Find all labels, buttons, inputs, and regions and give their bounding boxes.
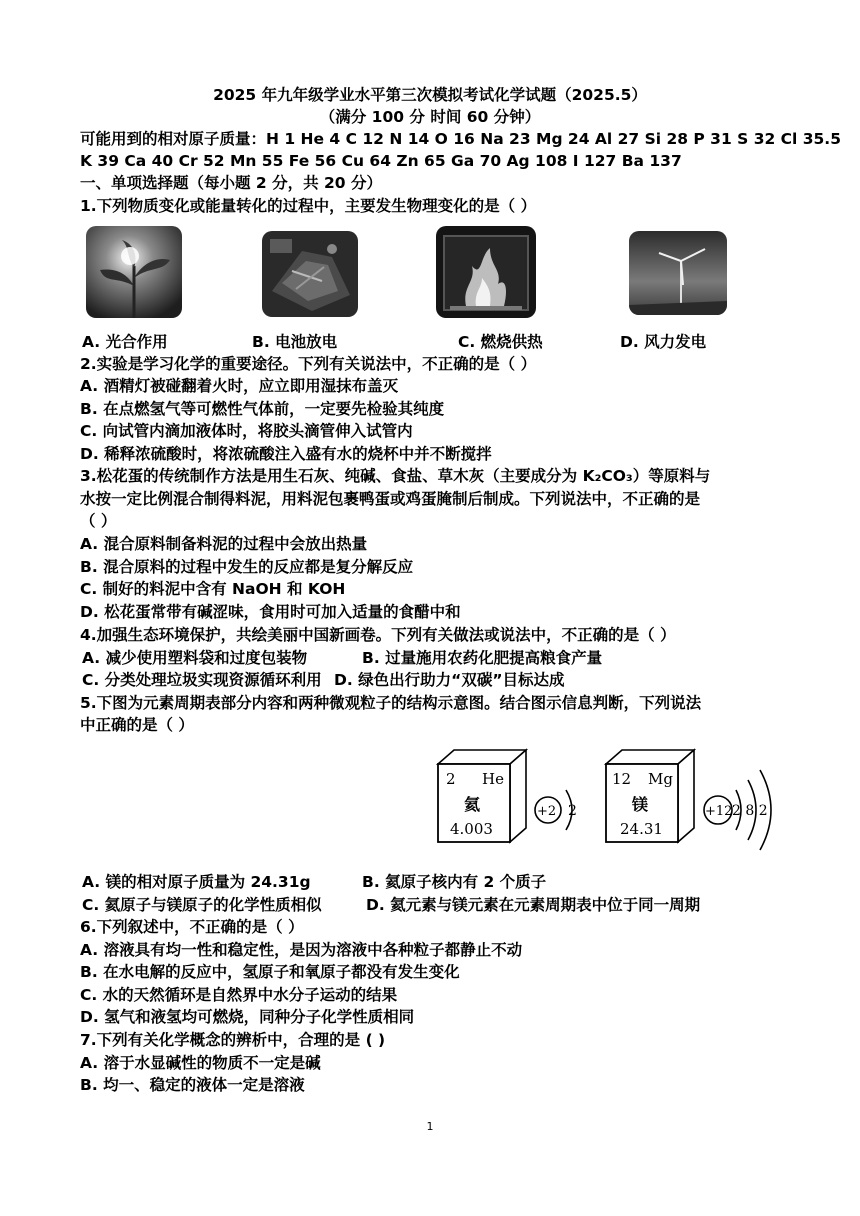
q4-stem: 4.加强生态环境保护，共绘美丽中国新画卷。下列有关做法或说法中，不正确的是（ ） bbox=[80, 626, 676, 644]
q2-option-c[interactable]: C. 向试管内滴加液体时，将胶头滴管伸入试管内 bbox=[80, 422, 413, 440]
q5-option-b[interactable]: B. 氦原子核内有 2 个质子 bbox=[362, 873, 547, 891]
q2-option-a[interactable]: A. 酒精灯被碰翻着火时，应立即用湿抹布盖灭 bbox=[80, 377, 399, 395]
q4-option-b[interactable]: B. 过量施用农药化肥提高粮食产量 bbox=[362, 649, 603, 667]
he-mass: 4.003 bbox=[450, 820, 493, 838]
q2-option-d[interactable]: D. 稀释浓硫酸时，将浓硫酸注入盛有水的烧杯中并不断搅拌 bbox=[80, 445, 492, 463]
q3-option-c[interactable]: C. 制好的料泥中含有 NaOH 和 KOH bbox=[80, 580, 346, 598]
q3-option-a[interactable]: A. 混合原料制备料泥的过程中会放出热量 bbox=[80, 535, 368, 553]
q7-option-a[interactable]: A. 溶于水显碱性的物质不一定是碱 bbox=[80, 1054, 321, 1072]
q5-stem-line-2: 中正确的是（ ） bbox=[80, 716, 194, 734]
q1-option-c[interactable]: C. 燃烧供热 bbox=[458, 333, 543, 351]
q6-stem: 6.下列叙述中，不正确的是（ ） bbox=[80, 918, 304, 936]
q4-option-d[interactable]: D. 绿色出行助力“双碳”目标达成 bbox=[334, 671, 565, 689]
q2-option-b[interactable]: B. 在点燃氢气等可燃性气体前，一定要先检验其纯度 bbox=[80, 400, 445, 418]
he-name: 氦 bbox=[464, 795, 481, 814]
q2-stem: 2.实验是学习化学的重要途径。下列有关说法中，不正确的是（ ） bbox=[80, 355, 537, 373]
q1-option-d[interactable]: D. 风力发电 bbox=[620, 333, 707, 351]
battery-photo bbox=[262, 231, 358, 317]
exam-title: 2025 年九年级学业水平第三次模拟考试化学试题（2025.5） bbox=[213, 86, 647, 104]
combustion-photo bbox=[436, 226, 536, 318]
atomic-mass-line-1: 可能用到的相对原子质量：H 1 He 4 C 12 N 14 O 16 Na 23 Mg 24 Al 27 Si 28 P 31 S 32 Cl 35.5 bbox=[80, 130, 841, 148]
q5-option-d[interactable]: D. 氦元素与镁元素在元素周期表中位于同一周期 bbox=[366, 896, 701, 914]
q6-option-b[interactable]: B. 在水电解的反应中，氢原子和氧原子都没有发生变化 bbox=[80, 963, 460, 981]
q1-option-a[interactable]: A. 光合作用 bbox=[82, 333, 168, 351]
mg-symbol: Mg bbox=[648, 770, 673, 788]
helium-atom-diagram bbox=[535, 790, 577, 830]
helium-element-card bbox=[438, 750, 526, 842]
q5-option-c[interactable]: C. 氦原子与镁原子的化学性质相似 bbox=[82, 896, 322, 914]
q6-option-a[interactable]: A. 溶液具有均一性和稳定性，是因为溶液中各种粒子都静止不动 bbox=[80, 941, 523, 959]
q6-option-d[interactable]: D. 氢气和液氢均可燃烧，同种分子化学性质相同 bbox=[80, 1008, 415, 1026]
q6-option-c[interactable]: C. 水的天然循环是自然界中水分子运动的结果 bbox=[80, 986, 398, 1004]
he-nucleus-charge: +2 bbox=[537, 804, 557, 819]
he-atomic-number: 2 bbox=[446, 770, 456, 788]
magnesium-element-card bbox=[606, 750, 694, 842]
q3-stem-line-2: 水按一定比例混合制得料泥，用料泥包裹鸭蛋或鸡蛋腌制后制成。下列说法中，不正确的是 bbox=[80, 490, 701, 508]
q3-stem-line-1: 3.松花蛋的传统制作方法是用生石灰、纯碱、食盐、草木灰（主要成分为 K₂CO₃）等原料与 bbox=[80, 467, 711, 485]
q1-option-b[interactable]: B. 电池放电 bbox=[252, 333, 338, 351]
mg-name: 镁 bbox=[632, 795, 649, 814]
q5-stem-line-1: 5.下图为元素周期表部分内容和两种微观粒子的结构示意图。结合图示信息判断，下列说法 bbox=[80, 694, 702, 712]
element-figure bbox=[430, 744, 790, 854]
section-heading: 一、单项选择题（每小题 2 分，共 20 分） bbox=[80, 174, 382, 192]
q1-stem: 1.下列物质变化或能量转化的过程中，主要发生物理变化的是（ ） bbox=[80, 197, 537, 215]
q4-option-c[interactable]: C. 分类处理垃圾实现资源循环利用 bbox=[82, 671, 322, 689]
mg-mass: 24.31 bbox=[620, 820, 663, 838]
q3-stem-line-3: （ ） bbox=[80, 512, 117, 530]
q3-option-b[interactable]: B. 混合原料的过程中发生的反应都是复分解反应 bbox=[80, 558, 414, 576]
q7-stem: 7.下列有关化学概念的辨析中，合理的是 ( ) bbox=[80, 1031, 386, 1049]
q7-option-b[interactable]: B. 均一、稳定的液体一定是溶液 bbox=[80, 1076, 305, 1094]
page-number: 1 bbox=[426, 1120, 434, 1133]
magnesium-atom-diagram bbox=[704, 770, 771, 850]
q4-option-a[interactable]: A. 减少使用塑料袋和过度包装物 bbox=[82, 649, 308, 667]
q3-option-d[interactable]: D. 松花蛋常带有碱涩味，食用时可加入适量的食醋中和 bbox=[80, 603, 461, 621]
atomic-mass-line-2: K 39 Ca 40 Cr 52 Mn 55 Fe 56 Cu 64 Zn 65 Ga 70 Ag 108 I 127 Ba 137 bbox=[80, 152, 682, 170]
he-symbol: He bbox=[482, 770, 504, 788]
wind-power-photo bbox=[629, 231, 727, 315]
mg-nucleus-charge: +12 bbox=[705, 804, 733, 819]
mg-shell-electrons: 2 8 2 bbox=[732, 803, 768, 819]
mg-atomic-number: 12 bbox=[612, 770, 632, 788]
q5-option-a[interactable]: A. 镁的相对原子质量为 24.31g bbox=[82, 873, 311, 891]
photosynthesis-photo bbox=[86, 226, 182, 318]
he-shell-electrons: 2 bbox=[568, 803, 577, 819]
exam-subtitle: （满分 100 分 时间 60 分钟） bbox=[319, 108, 541, 126]
